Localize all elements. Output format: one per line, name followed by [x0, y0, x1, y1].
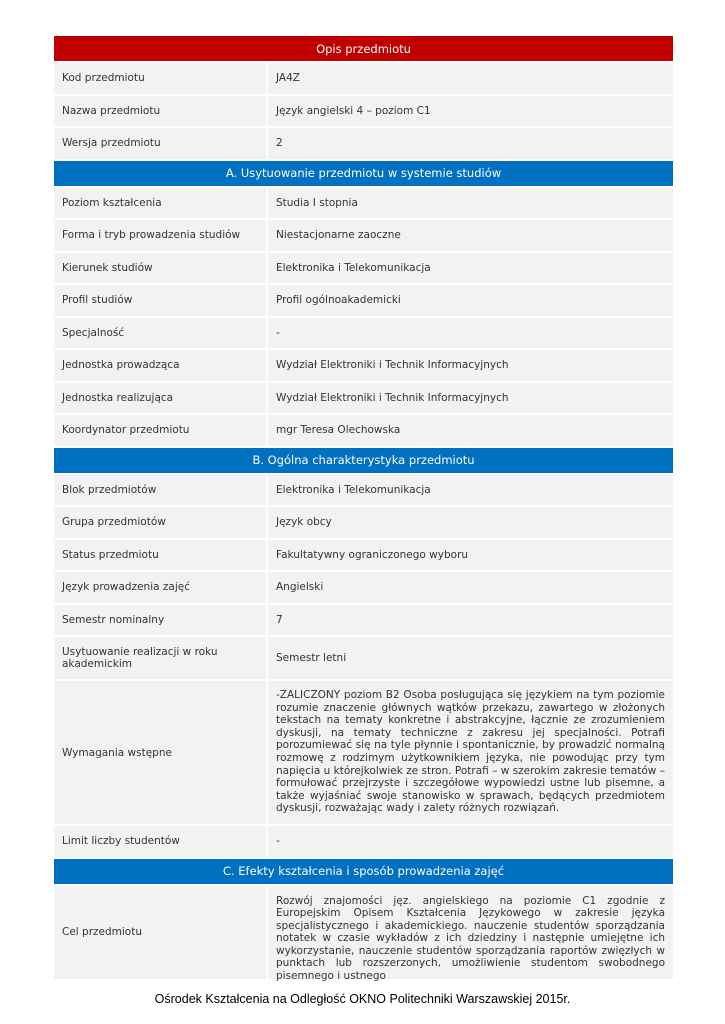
row-value: -: [276, 835, 280, 848]
row-label: Kod przedmiotu: [54, 63, 268, 94]
row-label: Forma i tryb prowadzenia studiów: [54, 220, 268, 251]
row-label: Status przedmiotu: [54, 540, 268, 571]
row-value: Profil ogólnoakademicki: [276, 294, 401, 307]
section-b-header: B. Ogólna charakterystyka przedmiotu: [54, 448, 673, 475]
row-value: 2: [276, 137, 283, 150]
course-goal-text: Rozwój znajomości jęz. angielskiego na poziomie C1 zgodnie z Europejskim Opisem Kształcenia Językowego w zakresie języka specjalistycznego i akademickiego. nauczenie studentów sporządzania notatek w czasie wykładów z ich dziedziny i następnie umiejętne ich wykorzystanie, nauczenie studentów sporządzania raportów zwięzłych w punktach lub rozszerzonych, umożliwienie studentom swobodnego pisemnego i ustnego: [276, 894, 665, 983]
table-row: [54, 572, 673, 605]
row-value: Język angielski 4 – poziom C1: [276, 104, 431, 117]
row-value: Wydział Elektroniki i Technik Informacyjnych: [276, 391, 509, 404]
row-value: 7: [276, 613, 283, 626]
prerequisites-text: -ZALICZONY poziom B2 Osoba posługująca się językiem na tym poziomie rozumie znaczenie głównych wątków przekazu, zawartego w złożonych tekstach na tematy konkretne i abstrakcyjne, łącznie ze zrozumieniem dyskusji, na tematy techniczne z zakresu jej specjalności. Potrafi porozumiewać się na tyle płynnie i spontanicznie, by prowadzić normalną rozmowę z rodzimym użytkownikiem języka, nie powodując przy tym napięcia u którejkolwiek ze stron. Potrafi – w szerokim zakresie tematów – formułować przejrzyste i szczegółowe wypowiedzi ustne lub pisemne, a także wyjaśniać swoje stanowisko w sprawach, będących przedmiotem dyskusji, rozważając wady i zalety różnych rozwiązań.: [276, 689, 665, 815]
row-value: -: [276, 326, 280, 339]
course-description-table: [54, 36, 673, 981]
table-row: [54, 188, 673, 221]
table-row: [54, 507, 673, 540]
row-label: Profil studiów: [54, 285, 268, 316]
table-row: [54, 350, 673, 383]
row-label: Semestr nominalny: [54, 605, 268, 636]
row-value: Fakultatywny ograniczonego wyboru: [276, 548, 469, 561]
table-row: [54, 285, 673, 318]
row-value: mgr Teresa Olechowska: [276, 424, 401, 437]
row-value: Język obcy: [276, 516, 332, 529]
table-row: [54, 318, 673, 351]
row-label: Specjalność: [54, 318, 268, 349]
row-value: Wydział Elektroniki i Technik Informacyjnych: [276, 359, 509, 372]
table-row: [54, 540, 673, 573]
section-a-header: A. Usytuowanie przedmiotu w systemie studiów: [54, 161, 673, 188]
table-row: [54, 253, 673, 286]
section-c-header: C. Efekty kształcenia i sposób prowadzenia zajęć: [54, 859, 673, 886]
row-value: Semestr letni: [276, 652, 347, 664]
row-label: Cel przedmiotu: [54, 886, 268, 979]
row-value: Elektronika i Telekomunikacja: [276, 261, 431, 274]
row-label: Poziom kształcenia: [54, 188, 268, 219]
table-row: [54, 475, 673, 508]
row-value: JA4Z: [276, 72, 300, 85]
page-footer: Ośrodek Kształcenia na Odległość OKNO Politechniki Warszawskiej 2015r.: [154, 992, 571, 1006]
table-row: [54, 128, 673, 161]
row-label: Jednostka realizująca: [54, 383, 268, 414]
row-label: Koordynator przedmiotu: [54, 415, 268, 446]
row-value: Angielski: [276, 581, 324, 594]
table-row: [54, 63, 673, 96]
row-label: Nazwa przedmiotu: [54, 96, 268, 127]
row-label: Limit liczby studentów: [54, 826, 268, 857]
table-row: [54, 637, 673, 681]
row-label: Grupa przedmiotów: [54, 507, 268, 538]
row-value: Niestacjonarne zaoczne: [276, 229, 401, 242]
row-label: Język prowadzenia zajęć: [54, 572, 268, 603]
row-label: Wymagania wstępne: [54, 681, 268, 824]
table-row: [54, 605, 673, 638]
row-value: Elektronika i Telekomunikacja: [276, 483, 431, 496]
table-row: [54, 886, 673, 981]
table-row: [54, 826, 673, 859]
table-row: [54, 415, 673, 448]
table-row: [54, 681, 673, 826]
row-label: Usytuowanie realizacji w roku akademickim: [54, 637, 268, 679]
table-row: [54, 383, 673, 416]
row-label: Jednostka prowadząca: [54, 350, 268, 381]
row-label: Kierunek studiów: [54, 253, 268, 284]
table-row: [54, 96, 673, 129]
row-label: Blok przedmiotów: [54, 475, 268, 506]
table-title: Opis przedmiotu: [54, 36, 673, 63]
table-row: [54, 220, 673, 253]
row-value: Studia I stopnia: [276, 196, 358, 209]
row-label: Wersja przedmiotu: [54, 128, 268, 159]
